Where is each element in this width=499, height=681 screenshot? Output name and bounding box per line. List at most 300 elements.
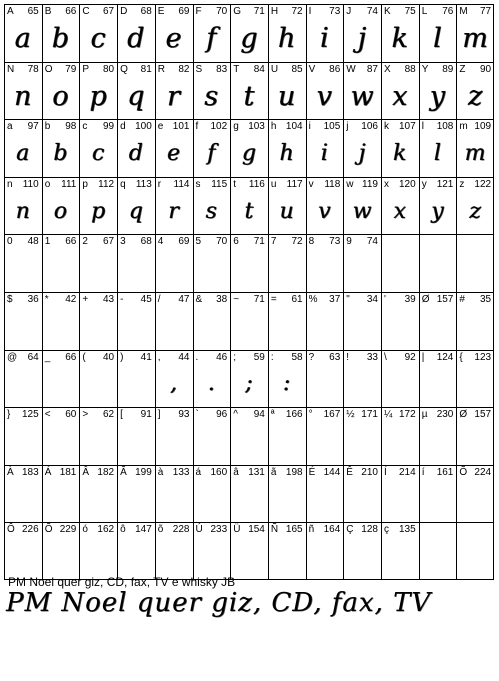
cell-code: 92 (404, 351, 416, 363)
cell-code: 82 (178, 63, 190, 75)
glyph-cell (155, 350, 193, 408)
cell-code: 160 (210, 466, 228, 478)
cell-character: W (346, 63, 356, 75)
glyph-cell (343, 234, 381, 292)
glyph-cell (4, 119, 42, 177)
cell-code: 100 (135, 121, 152, 133)
glyph-cell (4, 407, 42, 465)
cell-glyph: d (128, 140, 143, 166)
sample-text-label: PM Noel quer giz, CD, fax, TV e whisky JB (8, 575, 236, 589)
glyph-cell (79, 465, 117, 523)
cell-code: 228 (172, 524, 190, 536)
cell-character: Ç (346, 524, 354, 536)
cell-code: 120 (399, 178, 416, 190)
cell-glyph: s (205, 198, 217, 224)
glyph-cell (419, 234, 457, 292)
cell-code: 111 (61, 178, 77, 190)
cell-code: 118 (324, 178, 341, 190)
glyph-cell (419, 350, 457, 408)
glyph-cell (42, 407, 80, 465)
cell-character: K (384, 6, 391, 17)
cell-glyph: e (167, 140, 181, 166)
cell-character: ] (157, 409, 161, 421)
glyph-cell (42, 522, 80, 580)
cell-code: 72 (291, 6, 303, 17)
cell-character: > (82, 409, 89, 421)
cell-glyph: m (464, 140, 486, 166)
cell-character: 1 (44, 236, 51, 248)
cell-character: Á (44, 466, 52, 478)
cell-glyph: e (165, 23, 182, 55)
cell-character: I (308, 6, 312, 17)
glyph-cell (193, 62, 231, 120)
cell-code: 74 (366, 6, 378, 17)
cell-character: U (270, 63, 279, 75)
glyph-cell (306, 350, 344, 408)
glyph-cell (117, 177, 155, 235)
glyph-cell (456, 292, 494, 350)
cell-character: ? (308, 351, 315, 363)
cell-code: 199 (135, 466, 152, 478)
glyph-cell (456, 465, 494, 523)
glyph-cell (343, 465, 381, 523)
glyph-cell (42, 292, 80, 350)
cell-character: T (233, 63, 240, 75)
cell-glyph: m (462, 23, 489, 55)
cell-character: à (157, 466, 164, 478)
cell-code: 78 (27, 63, 39, 75)
cell-glyph: l (434, 140, 442, 166)
cell-code: 81 (140, 63, 152, 75)
glyph-cell (456, 522, 494, 580)
cell-character: Z (459, 63, 466, 75)
cell-character: N (7, 63, 15, 75)
cell-code: 38 (216, 294, 228, 305)
glyph-cell (381, 177, 419, 235)
cell-glyph: q (127, 80, 145, 112)
cell-character: - (120, 294, 124, 305)
cell-code: 71 (253, 236, 265, 248)
cell-code: 125 (22, 409, 39, 421)
glyph-cell (79, 234, 117, 292)
cell-glyph: p (91, 198, 106, 224)
cell-character: Í (384, 466, 387, 478)
glyph-cell (42, 119, 80, 177)
glyph-cell (419, 292, 457, 350)
cell-code: 96 (216, 409, 228, 421)
cell-code: 43 (102, 294, 115, 305)
cell-code: 77 (479, 6, 492, 17)
cell-glyph: n (14, 80, 32, 112)
cell-character: m (459, 121, 468, 133)
cell-character: k (384, 121, 389, 133)
cell-character: V (308, 63, 316, 75)
cell-glyph: c (90, 23, 106, 55)
cell-code: 70 (216, 6, 228, 17)
glyph-cell (306, 177, 344, 235)
cell-character: g (233, 121, 239, 133)
cell-code: 64 (27, 351, 39, 363)
cell-code: 171 (361, 409, 378, 421)
glyph-cell (419, 407, 457, 465)
cell-character: ! (346, 351, 350, 363)
glyph-cell (381, 350, 419, 408)
glyph-cell (306, 292, 344, 350)
grid-line-horizontal (4, 119, 494, 120)
cell-code: 60 (65, 409, 77, 421)
cell-code: 116 (248, 178, 265, 190)
glyph-cell (79, 119, 117, 177)
cell-code: 79 (65, 63, 77, 75)
cell-code: 37 (329, 294, 341, 305)
cell-code: 36 (27, 294, 39, 305)
glyph-cell (381, 234, 419, 292)
cell-code: 182 (97, 466, 115, 478)
cell-code: 72 (291, 236, 303, 248)
cell-character: \ (384, 351, 387, 363)
glyph-cell (42, 234, 80, 292)
cell-character: Ã (120, 466, 127, 478)
cell-character: i (308, 121, 311, 133)
cell-character: Ê (346, 466, 353, 478)
cell-glyph: b (53, 140, 68, 166)
cell-character: / (157, 294, 161, 305)
cell-character: x (384, 178, 389, 190)
cell-character: 4 (157, 236, 164, 248)
glyph-cell (193, 119, 231, 177)
cell-code: 46 (216, 351, 228, 363)
cell-code: 99 (102, 121, 115, 133)
cell-code: 85 (291, 63, 303, 75)
cell-glyph: i (320, 23, 329, 55)
cell-glyph: r (167, 80, 181, 112)
glyph-cell (42, 4, 80, 62)
cell-code: 65 (27, 6, 39, 17)
cell-character: ; (233, 351, 236, 363)
cell-code: 69 (178, 236, 190, 248)
cell-code: 165 (285, 524, 303, 536)
cell-code: 110 (22, 178, 39, 190)
cell-code: 124 (436, 351, 454, 363)
cell-character: S (195, 63, 203, 75)
cell-code: 93 (178, 409, 190, 421)
glyph-cell (155, 62, 193, 120)
glyph-cell (79, 407, 117, 465)
cell-code: 58 (291, 351, 303, 363)
cell-glyph: r (168, 198, 179, 224)
cell-code: 181 (59, 466, 77, 478)
cell-character: o (44, 178, 51, 190)
cell-character: < (44, 409, 51, 421)
cell-code: 144 (323, 466, 341, 478)
cell-glyph: a (14, 23, 31, 55)
cell-code: 210 (361, 466, 378, 478)
cell-code: 226 (22, 524, 39, 536)
cell-glyph: t (243, 80, 255, 112)
cell-character: Q (120, 63, 128, 75)
cell-code: 88 (404, 63, 416, 75)
glyph-cell (79, 350, 117, 408)
cell-character: 3 (120, 236, 126, 248)
cell-character: s (195, 178, 201, 190)
glyph-cell (79, 4, 117, 62)
cell-code: 214 (399, 466, 416, 478)
cell-character: 8 (308, 236, 315, 248)
cell-character: t (233, 178, 236, 190)
cell-code: 83 (216, 63, 228, 75)
cell-character: u (270, 178, 277, 190)
cell-code: 101 (172, 121, 190, 133)
cell-code: 183 (22, 466, 39, 478)
glyph-cell (117, 407, 155, 465)
cell-character: f (195, 121, 199, 133)
glyph-cell (230, 292, 268, 350)
cell-code: 230 (436, 409, 454, 421)
glyph-cell (230, 119, 268, 177)
cell-glyph: o (53, 198, 68, 224)
cell-character: M (459, 6, 468, 17)
cell-code: 42 (65, 294, 77, 305)
cell-character: F (195, 6, 202, 17)
cell-code: 229 (59, 524, 77, 536)
cell-character: @ (7, 351, 18, 363)
cell-character: j (346, 121, 349, 133)
cell-character: h (270, 121, 277, 133)
cell-code: 33 (366, 351, 378, 363)
glyph-cell (268, 62, 306, 120)
cell-glyph: a (16, 140, 30, 166)
glyph-cell (79, 292, 117, 350)
cell-character: ½ (346, 409, 355, 421)
glyph-cell (456, 119, 494, 177)
glyph-cell (230, 407, 268, 465)
cell-character: À (7, 466, 14, 478)
cell-glyph: s (204, 80, 219, 112)
glyph-cell (268, 407, 306, 465)
cell-character: ª (270, 409, 275, 421)
cell-code: 115 (211, 178, 228, 190)
cell-code: 172 (399, 409, 416, 421)
cell-character: Ô (7, 524, 15, 536)
glyph-cell (193, 4, 231, 62)
cell-character: B (44, 6, 52, 17)
glyph-cell (306, 234, 344, 292)
cell-code: 61 (291, 294, 303, 305)
glyph-cell (419, 4, 457, 62)
cell-code: 71 (253, 294, 265, 305)
glyph-cell (117, 234, 155, 292)
glyph-cell (155, 407, 193, 465)
glyph-cell (230, 465, 268, 523)
glyph-cell (268, 4, 306, 62)
cell-character: E (157, 6, 165, 17)
cell-glyph: j (358, 140, 366, 166)
glyph-cell (155, 119, 193, 177)
cell-character: Ú (195, 524, 203, 536)
cell-code: 112 (98, 178, 115, 190)
cell-character: | (421, 351, 425, 363)
glyph-cell (4, 234, 42, 292)
cell-code: 66 (65, 6, 77, 17)
glyph-cell (343, 4, 381, 62)
cell-glyph: t (244, 198, 254, 224)
glyph-cell (42, 177, 80, 235)
cell-character: % (308, 294, 318, 305)
cell-code: 45 (140, 294, 152, 305)
cell-character: d (120, 121, 126, 133)
grid-line-horizontal (4, 62, 494, 63)
cell-glyph: v (316, 80, 333, 112)
cell-character: A (7, 6, 14, 17)
glyph-cell (193, 350, 231, 408)
cell-character: 0 (7, 236, 13, 248)
character-map-grid (4, 4, 494, 580)
cell-code: 166 (285, 409, 303, 421)
glyph-cell (268, 522, 306, 580)
glyph-cell (456, 407, 494, 465)
cell-character: Ü (233, 524, 241, 536)
glyph-cell (79, 522, 117, 580)
cell-code: 133 (172, 466, 190, 478)
glyph-cell (306, 465, 344, 523)
cell-character: [ (120, 409, 123, 421)
cell-code: 94 (253, 409, 265, 421)
cell-code: 164 (323, 524, 341, 536)
cell-code: 63 (329, 351, 341, 363)
glyph-cell (268, 292, 306, 350)
glyph-cell (117, 4, 155, 62)
cell-glyph: y (431, 198, 444, 224)
cell-glyph: i (320, 140, 328, 166)
grid-line-horizontal (4, 292, 494, 293)
cell-character: Ø (421, 294, 430, 305)
grid-line-horizontal (4, 177, 494, 178)
glyph-cell (193, 522, 231, 580)
glyph-cell (381, 407, 419, 465)
cell-character: . (195, 351, 199, 363)
cell-character: } (7, 409, 11, 421)
cell-character: * (44, 294, 49, 305)
cell-character: R (157, 63, 166, 75)
cell-code: 90 (479, 63, 492, 75)
cell-glyph: x (392, 80, 408, 112)
cell-glyph: k (393, 140, 407, 166)
glyph-cell (155, 292, 193, 350)
cell-character: ñ (308, 524, 315, 536)
glyph-cell (381, 522, 419, 580)
cell-glyph: g (241, 140, 257, 166)
cell-glyph: w (350, 80, 374, 112)
cell-code: 66 (65, 236, 77, 248)
cell-glyph: o (52, 80, 69, 112)
cell-code: 66 (65, 351, 77, 363)
cell-character: a (7, 121, 13, 133)
cell-character: 5 (195, 236, 202, 248)
cell-character: C (82, 6, 90, 17)
cell-glyph: b (51, 23, 70, 55)
cell-code: 40 (102, 351, 115, 363)
cell-code: 123 (474, 351, 492, 363)
cell-code: 89 (442, 63, 454, 75)
cell-code: 131 (248, 466, 265, 478)
sample-text-script: PM Noel quer giz, CD, fax, TV (6, 588, 432, 618)
cell-character: : (270, 351, 274, 363)
cell-glyph: q (128, 198, 143, 224)
glyph-cell (155, 522, 193, 580)
cell-code: 80 (102, 63, 115, 75)
cell-code: 103 (248, 121, 265, 133)
cell-character: ô (120, 524, 126, 536)
glyph-cell (230, 4, 268, 62)
cell-code: 114 (173, 178, 190, 190)
cell-code: 59 (253, 351, 265, 363)
glyph-cell (456, 62, 494, 120)
grid-line-horizontal (4, 407, 494, 408)
cell-character: ) (120, 351, 124, 363)
cell-code: 73 (329, 236, 341, 248)
cell-glyph: f (206, 23, 217, 55)
cell-code: 69 (178, 6, 190, 17)
grid-line-horizontal (4, 350, 494, 351)
glyph-cell (343, 292, 381, 350)
cell-code: 154 (248, 524, 265, 536)
cell-glyph: : (283, 371, 291, 397)
cell-glyph: d (127, 23, 145, 55)
cell-code: 71 (253, 6, 265, 17)
cell-code: 135 (399, 524, 416, 536)
cell-character: 2 (82, 236, 88, 248)
glyph-cell (42, 62, 80, 120)
grid-line-horizontal (4, 4, 494, 5)
glyph-cell (381, 465, 419, 523)
glyph-cell (193, 234, 231, 292)
cell-code: 35 (479, 294, 492, 305)
cell-code: 109 (474, 121, 492, 133)
cell-character: ~ (233, 294, 240, 305)
glyph-cell (306, 119, 344, 177)
cell-code: 67 (102, 236, 115, 248)
glyph-cell (42, 465, 80, 523)
glyph-cell (4, 177, 42, 235)
cell-glyph: k (391, 23, 409, 55)
cell-character: X (384, 63, 391, 75)
cell-code: 106 (361, 121, 378, 133)
cell-code: 48 (27, 236, 39, 248)
cell-character: ^ (233, 409, 238, 421)
glyph-cell (193, 292, 231, 350)
cell-code: 107 (399, 121, 416, 133)
glyph-cell (79, 62, 117, 120)
glyph-cell (343, 350, 381, 408)
glyph-cell (117, 522, 155, 580)
cell-character: ( (82, 351, 86, 363)
glyph-cell (155, 177, 193, 235)
cell-code: 104 (285, 121, 303, 133)
glyph-cell (79, 177, 117, 235)
cell-character: ã (270, 466, 277, 478)
cell-character: $ (7, 294, 13, 305)
glyph-cell (456, 177, 494, 235)
glyph-cell (230, 62, 268, 120)
cell-code: 117 (286, 178, 303, 190)
cell-character: v (308, 178, 314, 190)
cell-code: 67 (102, 6, 115, 17)
cell-code: 198 (285, 466, 303, 478)
cell-character: µ (421, 409, 428, 421)
glyph-cell (117, 292, 155, 350)
glyph-cell (117, 465, 155, 523)
cell-code: 68 (140, 6, 152, 17)
